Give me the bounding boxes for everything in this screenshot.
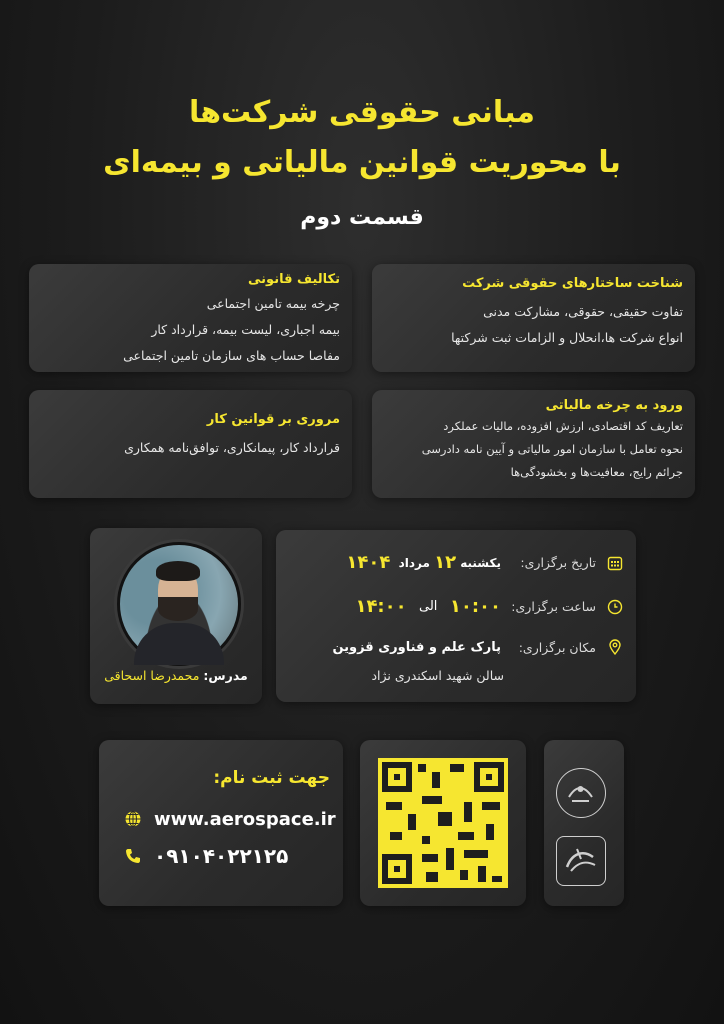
time-to: ۱۴:۰۰ bbox=[355, 596, 407, 617]
main-title bbox=[0, 88, 724, 188]
calendar-icon bbox=[606, 554, 624, 572]
topic-heading: شناخت ساختارهای حقوقی شرکت bbox=[462, 276, 683, 291]
time-from: ۱۰:۰۰ bbox=[449, 596, 501, 617]
phone-number[interactable]: ۰۹۱۰۴۰۲۲۱۲۵ bbox=[154, 844, 289, 868]
instructor-name: محمدرضا اسحاقی bbox=[104, 668, 200, 683]
topic-card-legal-structures bbox=[372, 264, 695, 372]
instructor-label: مدرس: bbox=[203, 668, 248, 683]
topic-line: قرارداد کار، پیمانکاری، توافق‌نامه همکاری bbox=[124, 440, 340, 455]
topic-heading: مروری بر قوانین کار bbox=[206, 412, 340, 427]
date-day: یکشنبه bbox=[460, 555, 501, 570]
qr-code[interactable] bbox=[378, 758, 508, 888]
place-label: مکان برگزاری: bbox=[518, 639, 596, 655]
date-month: مرداد bbox=[398, 555, 430, 570]
date-number: ۱۲ bbox=[434, 552, 457, 573]
place-hall: سالن شهید اسکندری نژاد bbox=[371, 668, 504, 683]
time-row bbox=[355, 596, 624, 617]
topic-line: چرخه بیمه تامین اجتماعی bbox=[206, 296, 340, 311]
date-row bbox=[346, 552, 624, 573]
topic-heading: تکالیف قانونی bbox=[248, 272, 340, 287]
instructor-caption bbox=[96, 668, 256, 683]
topic-line: انواع شرکت ها،انحلال و الزامات ثبت شرکتها bbox=[451, 330, 683, 345]
location-icon bbox=[606, 638, 624, 656]
title-line-1: مبانی حقوقی شرکت‌ها bbox=[188, 95, 536, 130]
topic-heading: ورود به چرخه مالیاتی bbox=[545, 398, 683, 413]
date-label: تاریخ برگزاری: bbox=[520, 555, 596, 570]
topic-card-labor-law bbox=[29, 390, 352, 498]
topic-line: بیمه اجباری، لیست بیمه، قرارداد کار bbox=[151, 322, 340, 337]
place-name: پارک علم و فناوری قزوین bbox=[332, 639, 501, 655]
phone-row[interactable] bbox=[122, 844, 288, 868]
clock-icon bbox=[606, 598, 624, 616]
topic-card-tax-cycle bbox=[372, 390, 695, 498]
place-row bbox=[332, 638, 624, 656]
globe-icon bbox=[122, 808, 144, 830]
logo-emblem bbox=[556, 768, 606, 818]
date-year: ۱۴۰۴ bbox=[346, 552, 391, 573]
website-row[interactable] bbox=[122, 808, 336, 830]
instructor-photo bbox=[117, 542, 241, 666]
registration-title: جهت ثبت نام: bbox=[213, 768, 330, 788]
logo-science-park bbox=[556, 836, 606, 886]
time-label: ساعت برگزاری: bbox=[511, 599, 596, 614]
topic-line: تعاریف کد اقتصادی، ارزش افزوده، مالیات عملکرد bbox=[443, 419, 683, 433]
website-link[interactable]: www.aerospace.ir bbox=[154, 808, 336, 830]
topic-line: مفاصا حساب های سازمان تامین اجتماعی bbox=[123, 348, 340, 363]
time-to-word: الی bbox=[419, 599, 438, 614]
topic-line: تفاوت حقیقی، حقوقی، مشارکت مدنی bbox=[483, 304, 683, 319]
subtitle: قسمت دوم bbox=[300, 205, 424, 230]
title-line-2: با محوریت قوانین مالیاتی و بیمه‌ای bbox=[103, 145, 621, 180]
phone-icon bbox=[122, 845, 144, 867]
topic-line: جرائم رایج، معافیت‌ها و بخشودگی‌ها bbox=[510, 465, 683, 479]
topic-line: نحوه تعامل با سازمان امور مالیاتی و آیین نامه دادرسی bbox=[421, 442, 683, 456]
topic-card-legal-duties bbox=[29, 264, 352, 372]
